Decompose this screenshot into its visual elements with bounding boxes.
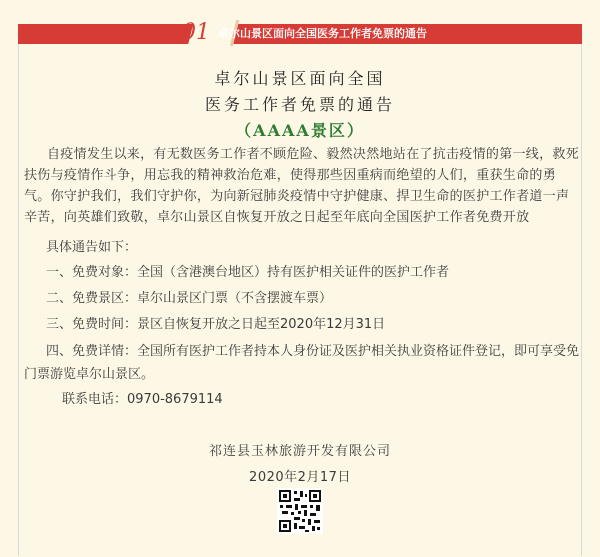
banner-number: 01: [182, 20, 210, 45]
issue-date: 2020年2月17日: [249, 470, 351, 485]
notice-item-4: 四、免费详情：全国所有医护工作者持本人身份证及医护相关执业资格证件登记，即可享受免门票游览卓尔山景区。: [24, 344, 580, 382]
qr-code-icon[interactable]: [277, 488, 323, 534]
notice-body: 自疫情发生以来，有无数医务工作者不顾危险、毅然决然地站在了抗击疫情的第一线，救死扶伤与疫情作斗争，用忘我的精神救治危难，使得那些因重病而绝望的人们，重获生命的勇气。你守护我们，我们守护你，为向新冠肺炎疫情中守护健康、捍卫生命的医护工作者道一声辛苦，向英雄们致敬，卓尔山景区自恢复开放之日起至年底向全国医护工作者免费开放: [24, 147, 580, 225]
notice-item-3: 三、免费时间：景区自恢复开放之日起至2020年12月31日: [46, 317, 386, 332]
issuer-company: 祁连县玉林旅游开发有限公司: [208, 444, 391, 459]
notice-title-line1: 卓尔山景区面向全国: [214, 69, 386, 88]
banner-title: 卓尔山景区面向全国医务工作者免票的通告: [218, 27, 427, 40]
notice-item-2: 二、免费景区：卓尔山景区门票（不含摆渡车票）: [46, 291, 333, 306]
contact-phone: 联系电话：0970-8679114: [62, 392, 223, 407]
notice-title-line2: 医务工作者免票的通告: [204, 95, 395, 114]
notice-item-1: 一、免费对象：全国（含港澳台地区）持有医护相关证件的医护工作者: [46, 265, 450, 280]
notice-intro: 具体通告如下：: [46, 240, 138, 255]
notice-subtitle: （AAAA景区）: [235, 121, 365, 140]
